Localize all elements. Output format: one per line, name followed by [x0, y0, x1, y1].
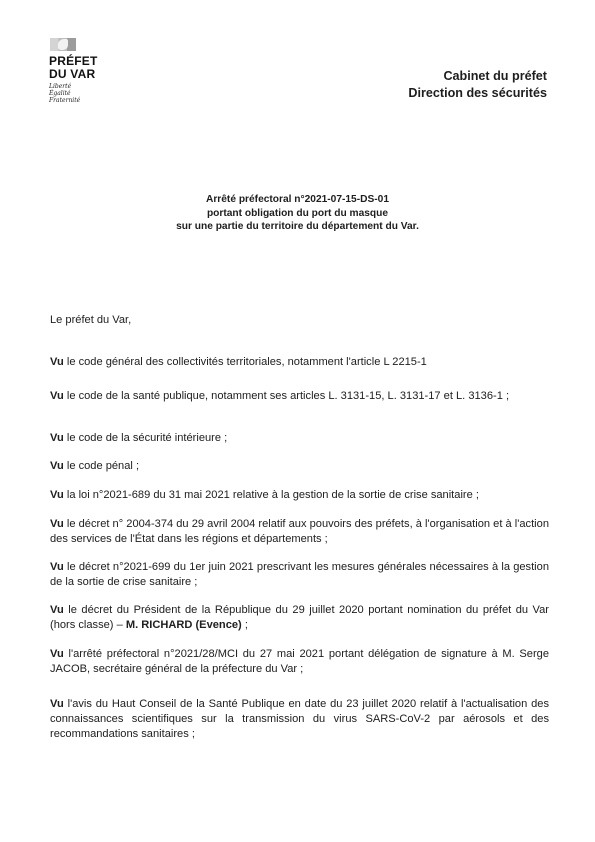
consideration-item — [50, 488, 549, 503]
consideration-text: l'avis du Haut Conseil de la Santé Publique en date du 23 juillet 2020 relatif à l'actualisation des connaissances scientifiques sur la transmission du virus SARS-CoV-2 par aérosols et des recommandations sanitaires ; — [50, 698, 549, 740]
consideration-item — [50, 389, 549, 404]
office-direction: Direction des sécurités — [408, 86, 547, 100]
intro-line: Le préfet du Var, — [50, 314, 132, 326]
consideration-text: le décret n° 2004-374 du 29 avril 2004 relatif aux pouvoirs des préfets, à l'organisation et à l'action des services de l'État dans les régions et départements ; — [50, 518, 549, 545]
motto-egalite: Égalité — [49, 90, 71, 97]
motto-liberte: Liberté — [49, 83, 72, 90]
consideration-tail: ; — [241, 619, 248, 631]
marianne-flag-icon — [50, 38, 76, 51]
consideration-item — [50, 697, 549, 742]
vu-lead: Vu — [50, 432, 64, 444]
consideration-item — [50, 560, 549, 590]
title-line-2: portant obligation du port du masque — [206, 207, 389, 219]
vu-lead: Vu — [50, 460, 64, 472]
motto-fraternite: Fraternité — [49, 97, 81, 104]
vu-lead: Vu — [50, 356, 64, 368]
office-cabinet: Cabinet du préfet — [443, 69, 547, 83]
vu-lead: Vu — [50, 489, 64, 501]
consideration-text: le décret n°2021-699 du 1er juin 2021 prescrivant les mesures générales nécessaires à la gestion de la sortie de crise sanitaire ; — [50, 561, 549, 588]
consideration-item — [50, 603, 549, 633]
logo-title — [49, 55, 149, 80]
consideration-text: le code pénal ; — [66, 460, 140, 472]
vu-lead: Vu — [50, 518, 64, 530]
prefect-name: M. RICHARD (Evence) — [125, 619, 242, 631]
consideration-text: le code de la sécurité intérieure ; — [66, 432, 228, 444]
title-line-1: Arrêté préfectoral n°2021-07-15-DS-01 — [205, 194, 389, 205]
office-heading — [408, 68, 547, 102]
consideration-item — [50, 431, 549, 446]
vu-lead: Vu — [50, 698, 64, 710]
vu-lead: Vu — [50, 648, 64, 660]
vu-lead: Vu — [50, 390, 64, 402]
consideration-text: le code général des collectivités territoriales, notamment l'article L 2215-1 — [66, 356, 427, 368]
consideration-text: le code de la santé publique, notamment ses articles L. 3131-15, L. 3131-17 et L. 3136-1 ; — [66, 390, 510, 402]
consideration-item — [50, 517, 549, 547]
consideration-item — [50, 459, 549, 474]
consideration-item — [50, 647, 549, 677]
decree-title — [0, 193, 595, 234]
consideration-text: la loi n°2021-689 du 31 mai 2021 relative à la gestion de la sortie de crise sanitaire ; — [66, 489, 479, 501]
logo-line-2: DU VAR — [49, 66, 96, 81]
vu-lead: Vu — [50, 604, 64, 616]
consideration-text: l'arrêté préfectoral n°2021/28/MCI du 27 mai 2021 portant délégation de signature à M. Serge JACOB, secrétaire général de la préfecture du Var ; — [50, 648, 549, 675]
logo-line-1: PRÉFET — [49, 54, 98, 68]
republic-motto — [49, 83, 149, 104]
vu-lead: Vu — [50, 561, 64, 573]
consideration-item — [50, 355, 549, 370]
prefecture-logo — [49, 38, 149, 104]
title-line-3: sur une partie du territoire du département du Var. — [176, 221, 419, 232]
consideration-text: le décret du Président de la République du 29 juillet 2020 portant nomination du préfet du Var (hors classe) – — [50, 604, 550, 631]
